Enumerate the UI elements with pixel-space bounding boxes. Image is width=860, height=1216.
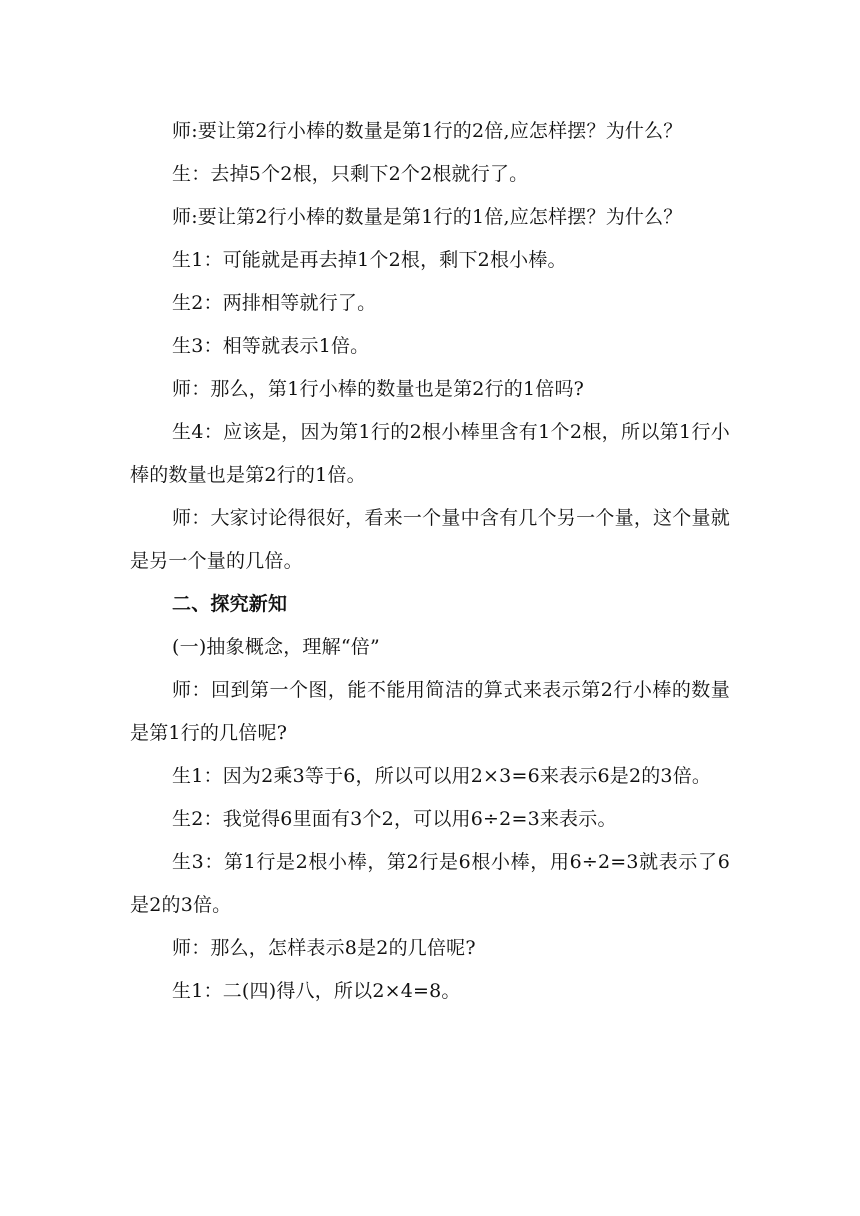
paragraph: 师:要让第2行小棒的数量是第1行的1倍,应怎样摆？为什么？ [172, 206, 683, 228]
paragraph: 生1：可能就是再去掉1个2根，剩下2根小棒。 [172, 249, 567, 271]
section-heading: 二、探究新知 [172, 593, 288, 615]
paragraph: 生1：因为2乘3等于6，所以可以用2×3=6来表示6是2的3倍。 [172, 765, 712, 787]
paragraph: 生：去掉5个2根，只剩下2个2根就行了。 [172, 163, 529, 185]
paragraph: 师：回到第一个图，能不能用简洁的算式来表示第2行小棒的数量是第1行的几倍呢? [130, 679, 730, 744]
paragraph: 生2：两排相等就行了。 [172, 292, 377, 314]
paragraph: 生2：我觉得6里面有3个2，可以用6÷2=3来表示。 [172, 808, 617, 830]
paragraph: 生4：应该是，因为第1行的2根小棒里含有1个2根，所以第1行小棒的数量也是第2行的1倍。 [130, 421, 730, 486]
paragraph: 师：那么，第1行小棒的数量也是第2行的1倍吗? [172, 378, 585, 400]
subsection-heading: (一)抽象概念，理解“倍” [172, 636, 380, 658]
paragraph: 师：那么，怎样表示8是2的几倍呢? [172, 937, 476, 959]
paragraph: 生1：二(四)得八，所以2×4=8。 [172, 980, 461, 1002]
paragraph: 师:要让第2行小棒的数量是第1行的2倍,应怎样摆？为什么？ [172, 120, 683, 142]
paragraph: 生3：第1行是2根小棒，第2行是6根小棒，用6÷2=3就表示了6是2的3倍。 [130, 851, 730, 916]
paragraph: 师：大家讨论得很好，看来一个量中含有几个另一个量，这个量就是另一个量的几倍。 [130, 507, 730, 572]
document-body [130, 110, 730, 1013]
paragraph: 生3：相等就表示1倍。 [172, 335, 370, 357]
